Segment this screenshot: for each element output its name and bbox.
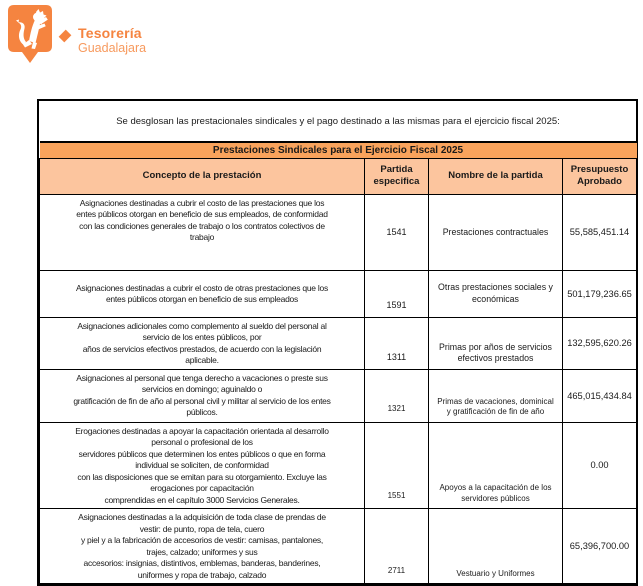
cell-concepto: Erogaciones destinadas a apoyar la capacitación orientada al desarrollo personal o profesional de los servidores públicos que determinen los entes públicos o que en forma individual se soliciten, de conformidad con las disposiciones que se emitan para su otorgamiento. Excluye las erogaciones por capacitación comprendidas en el capítulo 3000 Servicios Generales. [40, 422, 365, 509]
cell-partida-especifica: 1541 [365, 194, 429, 270]
cell-concepto: Asignaciones al personal que tenga derecho a vacaciones o preste sus servicios en domingo; aguinaldo o gratificación de fin de año al personal civil y militar al servicio de los entes públicos. [40, 369, 365, 422]
table-row [40, 317, 637, 369]
cell-presupuesto-aprobado: 501,179,236.65 [563, 270, 637, 317]
cell-concepto: Asignaciones adicionales como complemento al sueldo del personal al servicio de los entes públicos, por años de servicios efectivos prestados, de acuerdo con la legislación aplicable. [40, 317, 365, 369]
cell-presupuesto-aprobado: 0.00 [563, 422, 637, 509]
cell-partida-especifica: 1551 [365, 422, 429, 509]
cell-partida-especifica: 1321 [365, 369, 429, 422]
lion-shield-icon [8, 5, 52, 66]
document-table-container [37, 99, 638, 586]
cell-presupuesto-aprobado: 55,585,451.14 [563, 194, 637, 270]
cell-partida-especifica: 1311 [365, 317, 429, 369]
cell-presupuesto-aprobado: 65,396,700.00 [563, 509, 637, 584]
brand-name: Tesorería [78, 25, 142, 41]
table-row [40, 194, 637, 270]
cell-nombre-partida: Otras prestaciones sociales y económicas [429, 270, 563, 317]
cell-nombre-partida: Primas por años de servicios efectivos prestados [429, 317, 563, 369]
table-title: Prestaciones Sindicales para el Ejercicio Fiscal 2025 [40, 142, 637, 158]
title-band-row [40, 142, 637, 158]
cell-concepto: Asignaciones destinadas a cubrir el costo de las prestaciones que los entes públicos otorgan en beneficio de sus empleados, de conformidad con las condiciones generales de trabajo o los contratos colectivos de trabajo [40, 194, 365, 270]
col-header-concepto: Concepto de la prestación [40, 158, 365, 194]
cell-nombre-partida: Prestaciones contractuales [429, 194, 563, 270]
diamond-icon [59, 30, 72, 43]
brand-header [8, 5, 308, 75]
cell-nombre-partida: Apoyos a la capacitación de los servidores públicos [429, 422, 563, 509]
brand-city: Guadalajara [78, 41, 147, 55]
cell-nombre-partida: Vestuario y Uniformes [429, 509, 563, 584]
intro-text: Se desglosan las prestacionales sindicales y el pago destinado a las mismas para el ejercicio fiscal 2025: [116, 115, 560, 127]
cell-concepto: Asignaciones destinadas a cubrir el costo de otras prestaciones que los entes públicos otorgan en beneficio de sus empleados [40, 270, 365, 317]
table-body [40, 194, 637, 584]
intro-row [40, 101, 637, 142]
table-row [40, 369, 637, 422]
table-row [40, 509, 637, 584]
table-row [40, 422, 637, 509]
cell-presupuesto-aprobado: 465,015,434.84 [563, 369, 637, 422]
table-row [40, 270, 637, 317]
cell-nombre-partida: Primas de vacaciones, dominical y gratificación de fin de año [429, 369, 563, 422]
cell-partida-especifica: 1591 [365, 270, 429, 317]
col-header-presupuesto: Presupuesto Aprobado [563, 158, 637, 194]
cell-partida-especifica: 2711 [365, 509, 429, 584]
col-header-partida: Partida especifica [365, 158, 429, 194]
prestaciones-table [39, 101, 637, 584]
column-header-row [40, 158, 637, 194]
cell-concepto: Asignaciones destinadas a la adquisición de toda clase de prendas de vestir: de punto, ropa de tela, cuero y piel y a la fabricación de accesorios de vestir: camisas, pantalones, trajes, calzado; uniformes y sus accesorios: insignias, distintivos, emblemas, banderas, banderines, uniformes y ropa de trabajo, calzado [40, 509, 365, 584]
col-header-nombre: Nombre de la partida [429, 158, 563, 194]
cell-presupuesto-aprobado: 132,595,620.26 [563, 317, 637, 369]
